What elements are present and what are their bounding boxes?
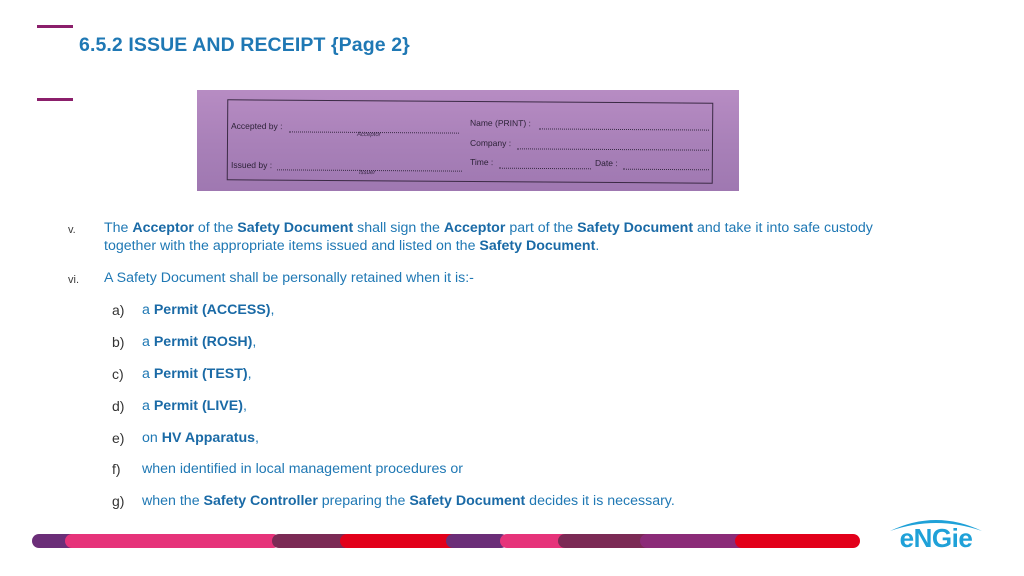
item-letter-c: c) [112,366,124,382]
form-accepted-by-label: Accepted by : [230,120,283,132]
accent-line-top [37,25,73,28]
list-item-f: when identified in local management procedures or [142,461,463,477]
item-letter-d: d) [112,398,125,414]
footer-bar-segment [446,534,508,548]
footer-bar-segment [340,534,460,548]
list-item-e: on HV Apparatus, [142,430,259,446]
form-acceptor-sig: Acceptor [356,131,381,139]
list-item-g: when the Safety Controller preparing the Safety Document decides it is necessary. [142,493,675,509]
list-item-c: a Permit (TEST), [142,366,252,382]
form-date-label: Date : [594,157,618,169]
page-title: 6.5.2 ISSUE AND RECEIPT {Page 2} [79,34,410,56]
list-item-d: a Permit (LIVE), [142,398,247,414]
numeral-vi: vi. [68,274,79,286]
form-company-label: Company : [469,137,512,149]
accent-line-mid [37,98,73,101]
footer-bar-segment [640,534,750,548]
form-issuer-sig: Issuer [358,169,376,177]
form-issued-by-label: Issued by : [230,159,273,171]
footer-bar-segment [65,534,280,548]
item-letter-b: b) [112,334,125,350]
item-letter-f: f) [112,461,121,477]
form-time-label: Time : [469,156,494,168]
form-photo [197,90,739,191]
logo-wordmark: eNGie [899,523,973,553]
item-letter-e: e) [112,430,125,446]
item-letter-a: a) [112,302,125,318]
engie-logo [884,511,988,555]
list-item-a: a Permit (ACCESS), [142,302,275,318]
item-letter-g: g) [112,493,125,509]
form-name-label: Name (PRINT) : [469,117,531,129]
numeral-v: v. [68,224,76,236]
list-item-b: a Permit (ROSH), [142,334,257,350]
footer-bar-segment [735,534,860,548]
paragraph-v: The Acceptor of the Safety Document shall sign the Acceptor part of the Safety Document and take it into safe custody together with the appropriate items issued and listed on the Safety Document. [104,220,873,254]
paragraph-vi: A Safety Document shall be personally retained when it is:- [104,270,474,286]
